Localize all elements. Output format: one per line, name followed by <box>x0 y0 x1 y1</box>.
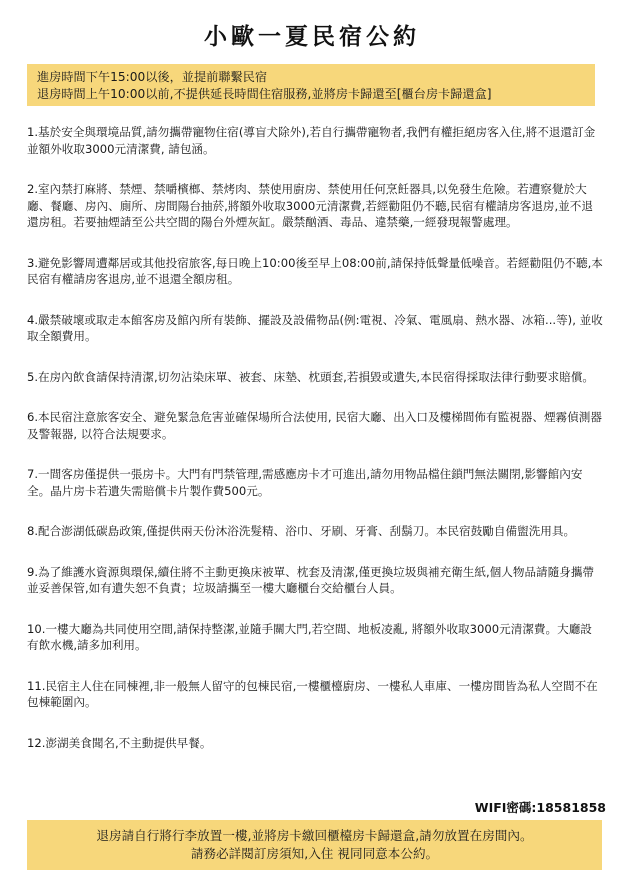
checkin-checkout-notice <box>27 64 595 106</box>
checkin-time-line: 進房時間下午15:00以後，並提前聯繫民宿 <box>37 70 268 84</box>
rule-4-property-damage: 4.嚴禁破壞或取走本館客房及館內所有裝飾、擺設及設備物品(例:電視、冷氣、電風扇、熱水器、冰箱...等), 並收取全額費用。 <box>27 312 603 343</box>
rules-list <box>27 124 603 775</box>
wifi-password: WIFI密碼:18581858 <box>474 800 606 815</box>
rule-2-smoking: 2.室內禁打麻將、禁煙、禁嚼檳榔、禁烤肉、禁使用廚房、禁使用任何烹飪器具,以免發生危險。若遭察覺於大廳、餐廳、房內、廁所、房間陽台抽菸,將額外收取3000元清潔費,若經勸阻仍不聽,民宿有權請房客退房,並不退還房租。若要抽煙請至公共空間的陽台外煙灰缸。嚴禁酗酒、毒品、違禁藥,一經發現報警處理。 <box>27 182 593 229</box>
rule-9-housekeeping: 9.為了維護水資源與環保,續住將不主動更換床被單、枕套及清潔,僅更換垃圾與補充衛生紙,個人物品請隨身攜帶並妥善保管,如有遺失恕不負責；垃圾請攜至一樓大廳櫃台交給櫃台人員。 <box>27 564 595 595</box>
rule-5-food-in-room: 5.在房內飲食請保持清潔,切勿沾染床單、被套、床墊、枕頭套,若損毀或遺失,本民宿得採取法律行動要求賠償。 <box>27 369 595 384</box>
rule-3-quiet-hours: 3.避免影響周遭鄰居或其他投宿旅客,每日晚上10:00後至早上08:00前,請保持低聲量低噪音。若經勸阻仍不聽,本民宿有權請房客退房,並不退還全額房租。 <box>27 255 603 286</box>
agreement-line: 請務必詳閱訂房須知,入住 視同同意本公約。 <box>190 846 439 861</box>
rule-1-pets: 1.基於安全與環境品質,請勿攜帶寵物住宿(導盲犬除外),若自行攜帶寵物者,我們有權拒絕房客入住,將不退還訂金並額外收取3000元清潔費, 請包涵。 <box>27 125 596 156</box>
rule-10-lobby: 10.一樓大廳為共同使用空間,請保持整潔,並隨手關大門,若空間、地板凌亂, 將額外收取3000元清潔費。大廳設有飲水機,請多加利用。 <box>27 621 592 652</box>
checkout-reminder-notice <box>27 820 602 870</box>
rule-7-room-card: 7.一間客房僅提供一張房卡。大門有門禁管理,需感應房卡才可進出,請勿用物品檔住鎖門無法關閉,影響館內安全。晶片房卡若遺失需賠償卡片製作費500元。 <box>27 467 583 498</box>
checkout-time-line: 退房時間上午10:00以前,不提供延長時間住宿服務,並將房卡歸還至[櫃台房卡歸還盒] <box>37 87 492 101</box>
rule-12-breakfast: 12.澎湖美食聞名,不主動提供早餐。 <box>27 735 212 750</box>
rule-8-toiletries: 8.配合澎湖低碳島政策,僅提供兩天份沐浴洗髮精、浴巾、牙刷、牙膏、刮鬍刀。本民宿鼓勵自備盥洗用具。 <box>27 524 576 538</box>
checkout-reminder-line: 退房請自行將行李放置一樓,並將房卡繳回櫃檯房卡歸還盒,請勿放置在房間內。 <box>96 828 533 843</box>
page-title: 小歐一夏民宿公約 <box>204 24 420 50</box>
rule-11-private-spaces: 11.民宿主人住在同棟裡,非一般無人留守的包棟民宿,一樓櫃檯廚房、一樓私人車庫、一樓房間皆為私人空間不在包棟範圍內。 <box>27 678 598 709</box>
rule-6-safety: 6.本民宿注意旅客安全、避免緊急危害並確保場所合法使用, 民宿大廳、出入口及樓梯間佈有監視器、煙霧偵測器及警報器, 以符合法規要求。 <box>27 410 602 441</box>
